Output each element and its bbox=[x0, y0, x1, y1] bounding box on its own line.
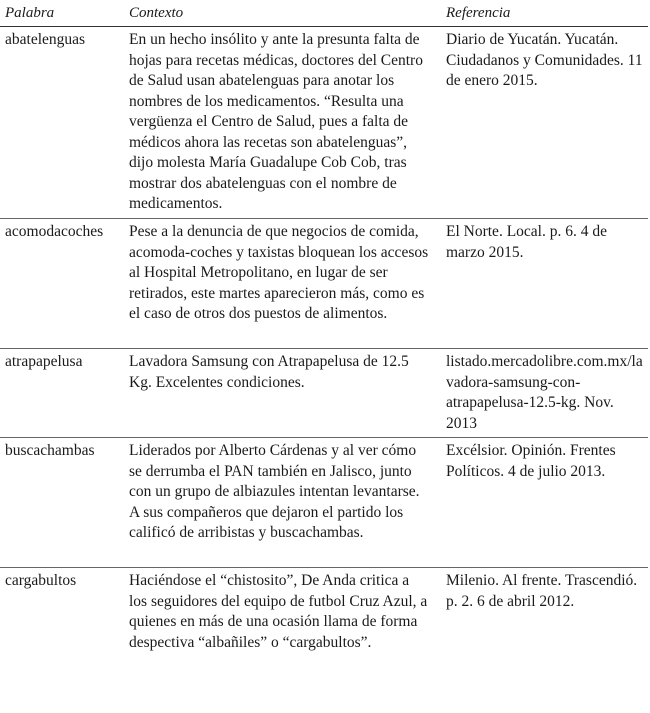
header-reference: Referencia bbox=[438, 0, 648, 27]
table-row bbox=[0, 568, 648, 678]
context-cell: Lavadora Samsung con Atrapapelusa de 12.5 Kg. Excelentes condiciones. bbox=[121, 349, 438, 438]
word-cell: acomodacoches bbox=[0, 219, 121, 349]
reference-cell: El Norte. Local. p. 6. 4 de marzo 2015. bbox=[438, 219, 648, 349]
context-cell: En un hecho insólito y ante la presunta falta de hojas para recetas médicas, doctores del Centro de Salud usan abatelenguas para anotar los nombres de los medicamentos. “Resulta una vergüenza el Centro de Salud, pues a falta de médicos ahora las recetas son abatelenguas”, dijo molesta María Guadalupe Cob Cob, tras mostrar dos abatelenguas con el nombre de medicamentos. bbox=[121, 27, 438, 219]
table-row bbox=[0, 349, 648, 438]
table-row bbox=[0, 219, 648, 349]
table-row bbox=[0, 438, 648, 568]
word-cell: abatelenguas bbox=[0, 27, 121, 219]
context-cell: Liderados por Alberto Cárdenas y al ver cómo se derrumba el PAN también en Jalisco, junto con un grupo de albiazules intentan levantarse. A sus compañeros que dejaron el partido los calificó de arribistas y buscachambas. bbox=[121, 438, 438, 568]
header-word: Palabra bbox=[0, 0, 121, 27]
context-cell: Haciéndose el “chistosito”, De Anda critica a los seguidores del equipo de futbol Cruz Azul, a quienes en más de una ocasión llama de forma despectiva “albañiles” o “cargabultos”. bbox=[129, 572, 428, 651]
word-cell: buscachambas bbox=[0, 438, 121, 568]
reference-cell: Excélsior. Opinión. Frentes Políticos. 4 de julio 2013. bbox=[438, 438, 648, 568]
word-cell: atrapapelusa bbox=[0, 349, 121, 438]
context-cell: Pese a la denuncia de que negocios de comida, acomoda-coches y taxistas bloquean los accesos al Hospital Metropolitano, en lugar de ser retirados, este martes aparecieron más, como es el caso de otros dos puestos de alimentos. bbox=[121, 219, 438, 349]
reference-cell: listado.mercadolibre.com.mx/lavadora-samsung-con-atrapapelusa-12.5-kg. Nov. 2013 bbox=[438, 349, 648, 438]
table-body bbox=[0, 27, 648, 678]
header-context: Contexto bbox=[121, 0, 438, 27]
table-header bbox=[0, 0, 648, 27]
reference-cell: Diario de Yucatán. Yucatán. Ciudadanos y Comunidades. 11 de enero 2015. bbox=[438, 27, 648, 219]
word-cell: cargabultos bbox=[5, 572, 77, 589]
header-row bbox=[0, 0, 648, 27]
reference-cell: Milenio. Al frente. Trascendió. p. 2. 6 de abril 2012. bbox=[446, 572, 638, 610]
table-row bbox=[0, 27, 648, 219]
